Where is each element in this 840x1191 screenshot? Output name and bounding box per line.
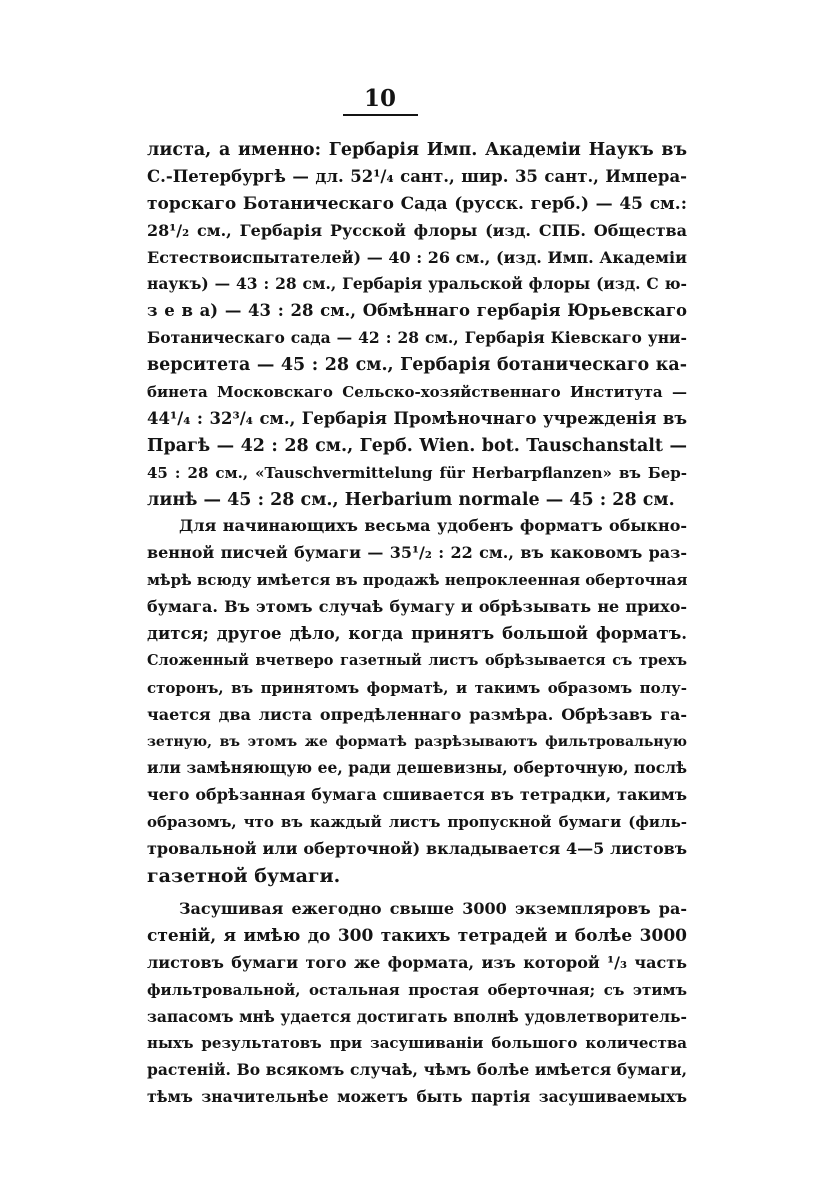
page-number-rule — [343, 114, 418, 116]
text-line: Засушивая ежегодно свыше 3000 экземпляровъ ра- — [179, 898, 687, 918]
text-line: зетную, въ этомъ же форматѣ разрѣзываютъ фильтровальную — [147, 733, 687, 750]
text-line: бумага. Въ этомъ случаѣ бумагу и обрѣзывать не прихо- — [147, 597, 687, 617]
text-line: Сложенный вчетверо газетный листъ обрѣзывается съ трехъ — [147, 651, 687, 669]
text-line: листа, а именно: Гербарія Имп. Академіи Наукъ въ — [147, 140, 687, 160]
text-line: фильтровальной, остальная простая оберточная; съ этимъ — [147, 980, 687, 999]
text-line: стеній, я имѣю до 300 такихъ тетрадей и болѣе 3000 — [147, 925, 687, 946]
text-line: ныхъ результатовъ при засушиваніи большого количества — [147, 1034, 687, 1053]
paragraph-herbarium-formats — [147, 137, 687, 513]
text-line: венной писчей бумаги — 35¹/₂ : 22 см., въ каковомъ раз- — [147, 543, 687, 563]
text-line: з е в а) — 43 : 28 см., Обмѣннаго гербарія Юрьевскаго — [147, 301, 687, 321]
text-line: 28¹/₂ см., Гербарія Русской флоры (изд. СПБ. Общества — [147, 220, 687, 240]
text-line: мѣрѣ всюду имѣется въ продажѣ непроклеенная оберточная — [147, 571, 687, 590]
text-line: тровальной или оберточной) вкладывается 4—5 листовъ — [147, 839, 687, 859]
text-line: тѣмъ значительнѣе можетъ быть партія засушиваемыхъ — [147, 1087, 687, 1107]
text-line: линѣ — 45 : 28 см., Herbarium normale — 45 : 28 см. — [147, 489, 675, 510]
text-line: запасомъ мнѣ удается достигать вполнѣ удовлетворитель- — [147, 1006, 687, 1026]
text-line: бинета Московскаго Сельско-хозяйственнаго Института — — [147, 383, 687, 402]
text-line: Прагѣ — 42 : 28 см., Герб. Wien. bot. Tauschanstalt — — [147, 435, 687, 456]
page-number: 10 — [363, 85, 396, 112]
text-line: Естествоиспытателей) — 40 : 26 см., (изд. Имп. Академіи — [147, 247, 687, 267]
text-line: листовъ бумаги того же формата, изъ которой ¹/₃ часть — [147, 952, 687, 972]
text-line: дится; другое дѣло, когда принятъ большой форматъ. — [147, 624, 687, 644]
text-line: Для начинающихъ весьма удобенъ форматъ обыкно- — [179, 516, 687, 536]
paragraph-paper-format — [147, 513, 687, 889]
text-line: верситета — 45 : 28 см., Гербарія ботаническаго ка- — [147, 355, 687, 376]
paragraph-paper-stock — [147, 896, 687, 1111]
text-line: чается два листа опредѣленнаго размѣра. Обрѣзавъ га- — [147, 704, 687, 724]
text-line: С.-Петербургѣ — дл. 52¹/₄ сант., шир. 35 сант., Импера- — [147, 166, 687, 186]
text-line: Ботаническаго сада — 42 : 28 см., Гербарія Кіевскаго уни- — [147, 328, 687, 348]
body-text — [147, 137, 687, 1111]
text-line: газетной бумаги. — [147, 865, 341, 888]
text-line: сторонъ, въ принятомъ форматѣ, и такимъ образомъ полу- — [147, 678, 687, 697]
text-line: или замѣняющую ее, ради дешевизны, оберточную, послѣ — [147, 758, 687, 778]
text-line: наукъ) — 43 : 28 см., Гербарія уральской флоры (изд. С ю- — [147, 274, 687, 294]
text-line: образомъ, что въ каждый листъ пропускной бумаги (филь- — [147, 813, 687, 832]
text-line: торскаго Ботаническаго Сада (русск. герб.) — 45 см.: — [147, 193, 687, 214]
text-line: 45 : 28 см., «Tauschvermittelung für Herbarpflanzen» въ Бер- — [147, 463, 687, 482]
text-line: 44¹/₄ : 32³/₄ см., Гербарія Промѣночнаго учрежденія въ — [147, 408, 687, 428]
text-line: чего обрѣзанная бумага сшивается въ тетрадки, такимъ — [147, 785, 687, 805]
text-line: растеній. Во всякомъ случаѣ, чѣмъ болѣе имѣется бумаги, — [147, 1060, 687, 1080]
